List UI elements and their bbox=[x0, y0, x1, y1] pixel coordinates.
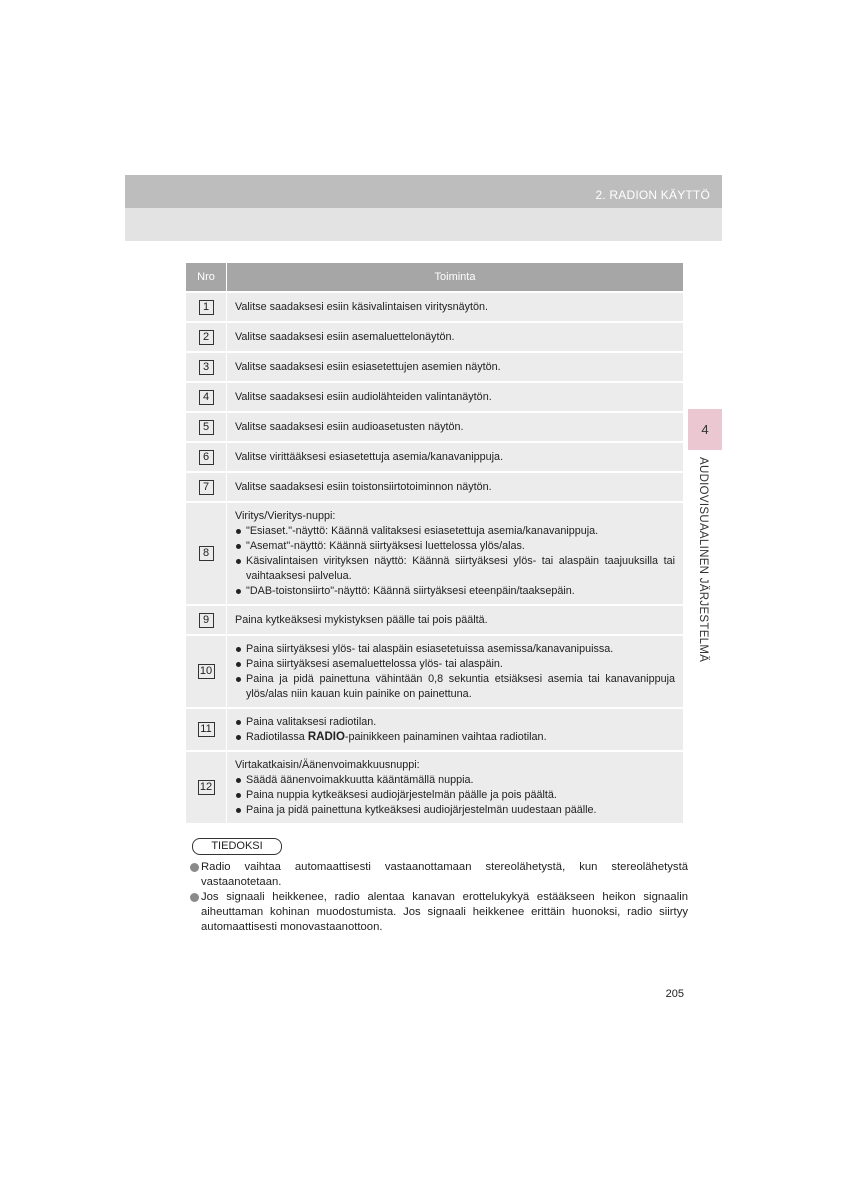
table-header-row bbox=[186, 263, 683, 292]
section-header-band bbox=[125, 175, 722, 241]
row-intro: Viritys/Vieritys-nuppi: bbox=[235, 510, 336, 522]
row-description: Paina kytkeäksesi mykistyksen päälle tai pois päältä. bbox=[227, 605, 684, 635]
text-fragment: Radiotilassa bbox=[246, 731, 308, 743]
item-number: 11 bbox=[198, 722, 215, 737]
table-row bbox=[186, 382, 683, 412]
page-number: 205 bbox=[665, 988, 684, 1000]
text-fragment: -painikkeen painaminen vaihtaa radiotilan. bbox=[344, 731, 547, 743]
list-item: Paina ja pidä painettuna vähintään 0,8 sekuntia etsiäksesi asemia tai kanavanippuja ylös/alas niin kauan kuin painike on painettuna. bbox=[235, 672, 675, 702]
item-number: 10 bbox=[198, 664, 215, 679]
row-description: Valitse saadaksesi esiin käsivalintaisen viritysnäytön. bbox=[227, 292, 684, 322]
row-description: Valitse virittääksesi esiasetettuja asemia/kanavanippuja. bbox=[227, 442, 684, 472]
row-intro: Virtakatkaisin/Äänenvoimakkuusnuppi: bbox=[235, 759, 420, 771]
item-number: 1 bbox=[199, 300, 214, 315]
item-number: 6 bbox=[199, 450, 214, 465]
list-item: "Asemat"-näyttö: Käännä siirtyäksesi luettelossa ylös/alas. bbox=[235, 539, 675, 554]
row-description bbox=[227, 502, 684, 605]
row-description bbox=[227, 635, 684, 708]
operations-table bbox=[186, 263, 683, 823]
row-description bbox=[227, 751, 684, 823]
row-description: Valitse saadaksesi esiin toistonsiirtotoiminnon näytön. bbox=[227, 472, 684, 502]
row-description: Valitse saadaksesi esiin audiolähteiden valintanäytön. bbox=[227, 382, 684, 412]
note-label: TIEDOKSI bbox=[192, 838, 282, 855]
item-number: 5 bbox=[199, 420, 214, 435]
bullet-list bbox=[235, 524, 675, 599]
bullet-list bbox=[235, 773, 675, 818]
chapter-tab bbox=[688, 409, 722, 450]
list-item: Käsivalintaisen virityksen näyttö: Käännä siirtyäksesi ylös- tai alaspäin taajuuksilla tai vaihtaaksesi palvelua. bbox=[235, 554, 675, 584]
item-number: 12 bbox=[198, 780, 215, 795]
note-item: Jos signaali heikkenee, radio alentaa kanavan erottelukykyä estääkseen heikon signaalin aiheuttaman kohinan muodostumista. Jos signaali heikkenee erittäin huonoksi, radio siirtyy automaattisesti monovastaanottoon. bbox=[190, 890, 688, 935]
table-row bbox=[186, 751, 683, 823]
list-item: Paina ja pidä painettuna kytkeäksesi audiojärjestelmän uudestaan päälle. bbox=[235, 803, 675, 818]
item-number: 7 bbox=[199, 480, 214, 495]
bullet-list bbox=[235, 715, 675, 745]
table-row bbox=[186, 352, 683, 382]
row-description bbox=[227, 708, 684, 751]
table-row bbox=[186, 412, 683, 442]
table-row bbox=[186, 292, 683, 322]
table-row bbox=[186, 472, 683, 502]
radio-button-label: RADIO bbox=[307, 731, 345, 743]
list-item: "Esiaset."-näyttö: Käännä valitaksesi esiasetettuja asemia/kanavanippuja. bbox=[235, 524, 675, 539]
chapter-number: 4 bbox=[701, 422, 709, 437]
list-item bbox=[235, 730, 675, 745]
item-number: 2 bbox=[199, 330, 214, 345]
row-description: Valitse saadaksesi esiin esiasetettujen asemien näytön. bbox=[227, 352, 684, 382]
item-number: 4 bbox=[199, 390, 214, 405]
section-header-bar bbox=[125, 175, 722, 208]
list-item: Paina siirtyäksesi ylös- tai alaspäin esiasetetuissa asemissa/kanavanipuissa. bbox=[235, 642, 675, 657]
row-description: Valitse saadaksesi esiin asemaluettelonäytön. bbox=[227, 322, 684, 352]
list-item: "DAB-toistonsiirto"-näyttö: Käännä siirtyäksesi eteenpäin/taaksepäin. bbox=[235, 584, 675, 599]
item-number: 8 bbox=[199, 546, 214, 561]
column-header-number: Nro bbox=[186, 263, 227, 292]
list-item: Säädä äänenvoimakkuutta kääntämällä nuppia. bbox=[235, 773, 675, 788]
table-row bbox=[186, 708, 683, 751]
section-title: 2. RADION KÄYTTÖ bbox=[595, 188, 710, 202]
table-row bbox=[186, 322, 683, 352]
list-item: Paina nuppia kytkeäksesi audiojärjestelmän päälle ja pois päältä. bbox=[235, 788, 675, 803]
table-row bbox=[186, 502, 683, 605]
item-number: 3 bbox=[199, 360, 214, 375]
list-item: Paina valitaksesi radiotilan. bbox=[235, 715, 675, 730]
item-number: 9 bbox=[199, 613, 214, 628]
table-row bbox=[186, 605, 683, 635]
table-row bbox=[186, 635, 683, 708]
bullet-list bbox=[235, 642, 675, 702]
chapter-title: AUDIOVISUAALINEN JÄRJESTELMÄ bbox=[697, 457, 709, 663]
row-description: Valitse saadaksesi esiin audioasetusten näytön. bbox=[227, 412, 684, 442]
note-item: Radio vaihtaa automaattisesti vastaanottamaan stereolähetystä, kun stereolähetystä vastaanotetaan. bbox=[190, 860, 688, 890]
table-row bbox=[186, 442, 683, 472]
list-item: Paina siirtyäksesi asemaluettelossa ylös- tai alaspäin. bbox=[235, 657, 675, 672]
column-header-action: Toiminta bbox=[227, 263, 684, 292]
